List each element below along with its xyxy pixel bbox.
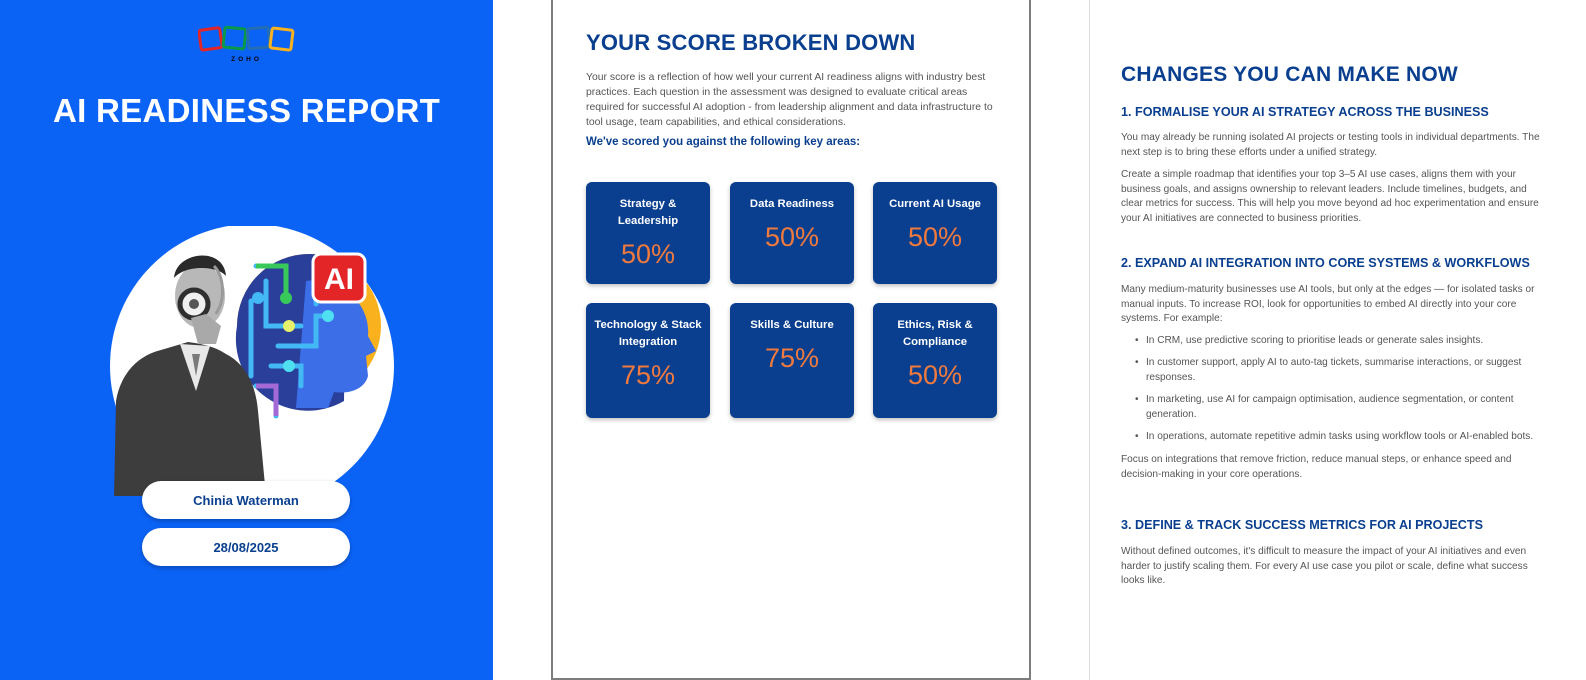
section-2-paragraph-1: Many medium-maturity businesses use AI tools, but only at the edges — for isolated tasks or manual inputs. To increase ROI, look for opportunities to embed AI directly into your core systems. For example: — [1121, 284, 1535, 325]
section-1-paragraph-1: You may already be running isolated AI projects or testing tools in individual departments. The next step is to bring these efforts under a unified strategy. — [1121, 132, 1540, 158]
section-2-paragraph-2: Focus on integrations that remove friction, reduce manual steps, or enhance speed and decision-making in your core operations. — [1121, 454, 1512, 480]
score-card-label: Ethics, Risk & Compliance — [897, 319, 973, 348]
list-item-text: In marketing, use AI for campaign optimisation, audience segmentation, or content generation. — [1146, 394, 1514, 420]
score-heading: YOUR SCORE BROKEN DOWN — [586, 30, 916, 55]
score-page — [551, 0, 1031, 680]
score-card — [873, 182, 997, 284]
section-1-paragraph-2: Create a simple roadmap that identifies your top 3–5 AI use cases, aligns them with your business goals, and assigns ownership to relevant leaders. Include timelines, budgets, and clear metrics for success. This will help you move beyond ad hoc experimentation and ensure your AI initiatives are connected to business priorities. — [1121, 169, 1539, 225]
list-item-text: In CRM, use predictive scoring to prioritise leads or generate sales insights. — [1146, 335, 1484, 346]
ai-badge-text: AI — [324, 263, 354, 296]
zoho-logo — [198, 24, 295, 64]
list-item: • In marketing, use AI for campaign optimisation, audience segmentation, or content generation. — [1135, 394, 1514, 420]
changes-heading: CHANGES YOU CAN MAKE NOW — [1121, 63, 1458, 86]
section-3-paragraph-1: Without defined outcomes, it's difficult to measure the impact of your AI initiatives and even harder to justify scaling them. For every AI use case you pilot or scale, define what success looks like. — [1121, 546, 1528, 587]
hero-illustration — [106, 226, 398, 502]
score-card-label: Current AI Usage — [889, 198, 981, 210]
section-1-title: 1. FORMALISE YOUR AI STRATEGY ACROSS THE BUSINESS — [1121, 105, 1489, 119]
score-card-label: Data Readiness — [749, 198, 835, 210]
score-card — [873, 303, 997, 418]
score-subheading: We've scored you against the following key areas: — [586, 136, 861, 148]
score-card — [586, 303, 710, 418]
score-card — [730, 303, 854, 418]
list-item-text: In operations, automate repetitive admin tasks using workflow tools or AI-enabled bots. — [1146, 431, 1534, 442]
score-card-value: 50% — [620, 239, 676, 269]
score-card-label: Technology & Stack Integration — [594, 319, 702, 348]
score-card-value: 50% — [907, 360, 963, 390]
zoho-logo-text: ZOHO — [231, 56, 262, 63]
recipient-name: Chinia Waterman — [142, 481, 350, 519]
section-3-title: 3. DEFINE & TRACK SUCCESS METRICS FOR AI PROJECTS — [1121, 518, 1483, 532]
list-item: • In customer support, apply AI to auto-tag tickets, summarise interactions, or suggest responses. — [1135, 357, 1522, 383]
list-item: • In CRM, use predictive scoring to prioritise leads or generate sales insights. — [1135, 335, 1484, 346]
score-card-label: Skills & Culture — [750, 319, 834, 331]
cover-page — [0, 0, 493, 680]
score-card-label: Strategy & Leadership — [617, 198, 679, 227]
score-card-value: 50% — [764, 222, 820, 252]
report-title: AI READINESS REPORT — [52, 92, 441, 129]
score-card — [730, 182, 854, 284]
score-card-value: 75% — [764, 343, 820, 373]
list-item: • In operations, automate repetitive admin tasks using workflow tools or AI-enabled bots. — [1135, 431, 1534, 442]
report-date: 28/08/2025 — [142, 528, 350, 566]
list-item-text: In customer support, apply AI to auto-tag tickets, summarise interactions, or suggest responses. — [1146, 357, 1522, 383]
changes-page — [1089, 0, 1586, 680]
score-card — [586, 182, 710, 284]
score-card-value: 75% — [620, 360, 676, 390]
section-2-title: 2. EXPAND AI INTEGRATION INTO CORE SYSTEMS & WORKFLOWS — [1121, 256, 1530, 270]
score-card-value: 50% — [907, 222, 963, 252]
score-intro: Your score is a reflection of how well your current AI readiness aligns with industry best practices. Each question in the assessment was designed to evaluate critical areas required for successful AI adoption - from leadership alignment and data infrastructure to tool usage, team capabilities, and ethical considerations. — [586, 72, 993, 128]
